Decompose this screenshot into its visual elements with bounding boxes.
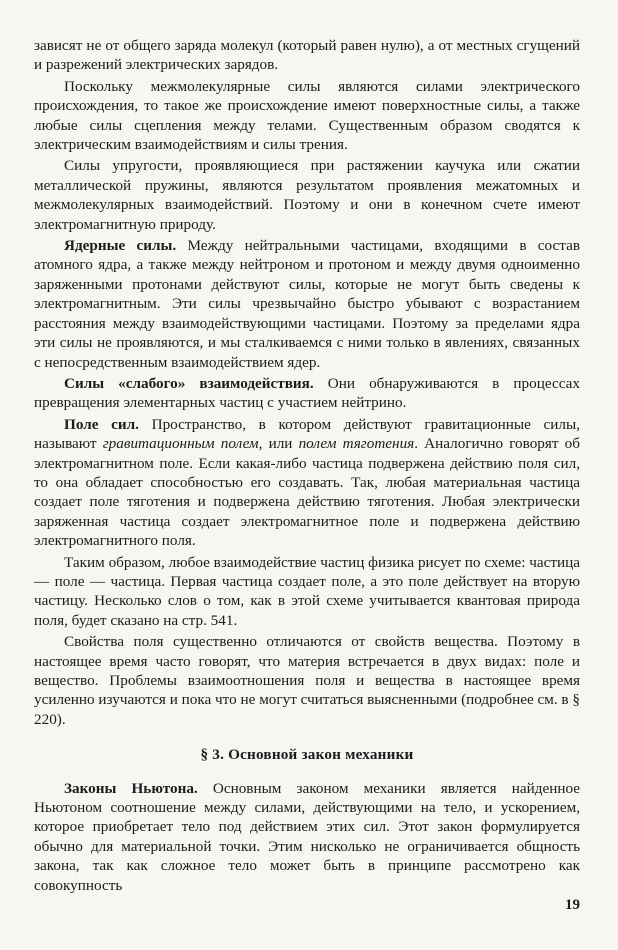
text-segment: Таким образом, любое взаимодействие частиц физика рисует по схеме: частица — поле — частица. Первая частица создает поле, а это поле действует на вторую частицу. Несколько слов о том, как в этой схеме учитывается квантовая природа поля, будет сказано на стр. 541. bbox=[34, 553, 580, 629]
text-segment: Пространство, в котором действуют гравитационные силы, называют bbox=[34, 415, 580, 453]
italic-term: полем тяготения bbox=[298, 435, 415, 453]
paragraph bbox=[34, 77, 580, 155]
text-segment: Свойства поля существенно отличаются от свойств вещества. Поэтому в настоящее время часто говорят, что материя встречается в двух видах: поле и вещество. Проблемы взаимоотношения поля и вещества в настоящее время усиленно изучаются и пока что не могут считаться выясненными (подробнее см. в § 220). bbox=[34, 633, 580, 728]
paragraph bbox=[34, 553, 580, 631]
page-body bbox=[34, 36, 580, 897]
paragraph bbox=[34, 156, 580, 234]
text-segment: Они обнаруживаются в процессах превращения элементарных частиц с участием нейтрино. bbox=[34, 374, 580, 412]
paragraph-lead: Поле сил. bbox=[64, 415, 139, 433]
paragraph-lead: Ядерные силы. bbox=[64, 237, 177, 255]
text-segment: Поскольку межмолекулярные силы являются силами электрического происхождения, то такое же происхождение имеют поверхностные силы, а также любые силы сцепления между телами. Существенным образом сводятся к электрическим взаимодействиям и силы трения. bbox=[34, 77, 580, 154]
text-segment: Силы упругости, проявляющиеся при растяжении каучука или сжатии металлической пружины, являются результатом проявления межатомных и межмолекулярных взаимодействий. Поэтому и они в конечном счете имеют электромагнитную природу. bbox=[34, 157, 580, 233]
text-segment: Основным законом механики является найденное Ньютоном соотношение между силами, действующими на тело, и ускорением, которое приобретает тело под действием этих сил. Этот закон формулируется обычно для материальной точки. Этим нисколько не ограничивается общность закона, так как сложное тело может быть в принципе рассмотрено как совокупность bbox=[34, 779, 580, 894]
text-segment: . Аналогично говорят об электромагнитном поле. Если какая-либо частица подвержена действию поля сил, то она обладает способностью его создавать. Так, любая материальная частица создает поле тяготения и подвержена действию тяготения. Любая электрически заряженная частица создает электромагнитное поле и подвержена действию электромагнитного поля. bbox=[34, 435, 580, 550]
italic-term: гравитационным полем bbox=[102, 435, 259, 453]
paragraph bbox=[34, 415, 580, 551]
paragraph bbox=[34, 236, 580, 372]
paragraph bbox=[34, 374, 580, 413]
text-segment: зависят не от общего заряда молекул (который равен нулю), а от местных сгущений и разрежений электрических зарядов. bbox=[34, 37, 580, 74]
paragraph bbox=[34, 779, 580, 895]
paragraph bbox=[34, 632, 580, 729]
section-heading: § 3. Основной закон механики bbox=[200, 746, 414, 764]
paragraph-lead: Силы «слабого» взаимодействия. bbox=[64, 374, 314, 392]
text-after-heading bbox=[34, 779, 580, 895]
paragraph bbox=[34, 36, 580, 75]
page-number: 19 bbox=[565, 897, 580, 913]
text-segment: Между нейтральными частицами, входящими в состав атомного ядра, а также между нейтроном и протоном и между двумя одноименно заряженными протонами действуют силы, которые не могут быть сведены к электромагнитным. Эти силы чрезвычайно быстро убывают с возрастанием расстояния между взаимодействующими частицами. Поэтому за пределами ядра эти силы не проявляются, и мы сталкиваемся с ними только в явлениях, связанных с непосредственным взаимодействием ядер. bbox=[34, 237, 580, 371]
paragraph-lead: Законы Ньютона. bbox=[64, 779, 198, 797]
text-segment: , или bbox=[258, 435, 299, 453]
text-before-heading bbox=[34, 36, 580, 729]
